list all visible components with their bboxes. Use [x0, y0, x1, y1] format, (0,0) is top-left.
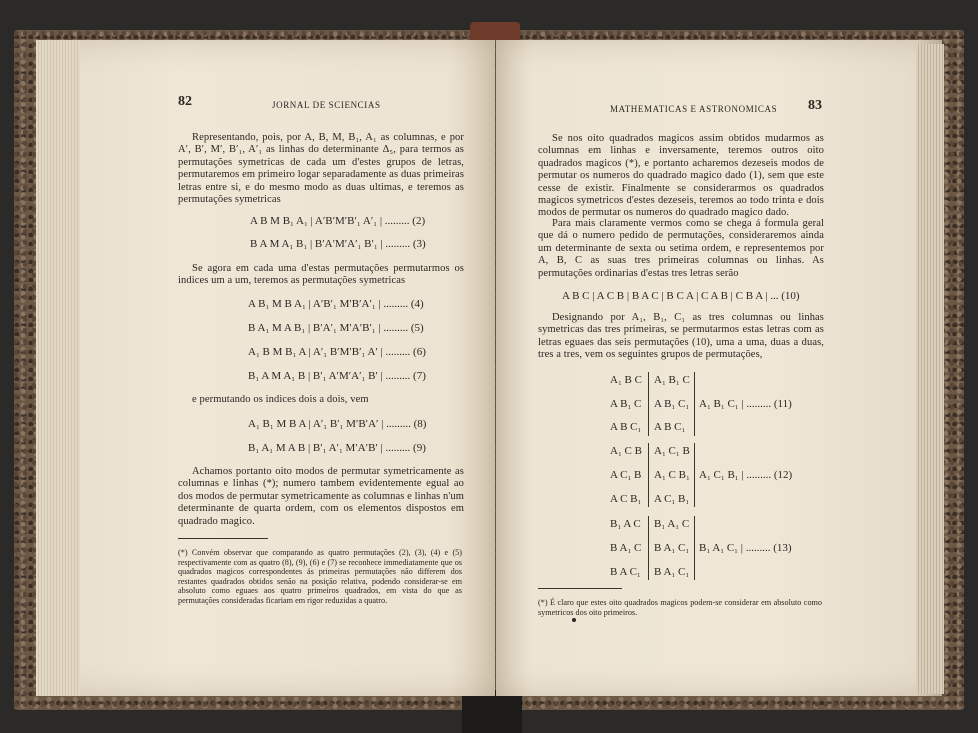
book-spine — [470, 22, 520, 40]
perm-g12-c2-r3: A C₁ B₁ — [654, 493, 690, 505]
ink-dot — [572, 618, 576, 622]
perm-g12-c1-r3: A C B₁ — [610, 493, 642, 505]
group-11-divider-2 — [694, 372, 695, 436]
perm-g13-c1-r3: B A C₁ — [610, 566, 641, 578]
perm-g11-c1-r2: A B₁ C — [610, 398, 642, 410]
right-paragraph-1 — [538, 133, 824, 220]
formula-7: B₁ A M A₁ B | B′₁ A′M′A′₁ B′ | ......... (7) — [248, 370, 426, 382]
formula-6: A₁ B M B₁ A | A′₁ B′M′B′₁ A′ | ......... (6) — [248, 346, 426, 358]
book-spine-shadow — [462, 690, 522, 733]
perm-g12-tail: A₁ C₁ B₁ | ......... (12) — [699, 469, 793, 481]
formula-4: A B₁ M B A₁ | A′B′₁ M′B′A′₁ | ......... (4) — [248, 298, 424, 310]
formula-10: A B C | A C B | B A C | B C A | C A B | C B A | ... (10) — [562, 290, 800, 302]
perm-g11-c1-r1: A₁ B C — [610, 374, 642, 386]
left-paragraph-1 — [178, 132, 464, 206]
footnote-rule — [178, 538, 268, 539]
left-paragraph-4 — [178, 466, 464, 528]
perm-g13-c1-r1: B₁ A C — [610, 518, 641, 530]
formula-9: B₁ A₁ M A B | B′₁ A′₁ M′A′B′ | ......... (9) — [248, 442, 426, 454]
formula-3: B A M A₁ B₁ | B′A′M′A′₁ B′₁ | ......... (3) — [250, 238, 426, 250]
left-footnote: (*) Convém observar que comparando as quatro permutações (2), (3), (4) e (5) respectivamente com as quatro (8), (9), (6) e (7) se reconhece immediatamente que os quadrados magicos correspondentes ás primeiras permutações não differem dos restantes quadrados obtidos senão na posição relativa, podendo considerar-se em absoluto como eguaes aos quatro primeiros quadrados, em vista do que as permutações consideradas ficariam em rigor reduzidas a quatro. — [178, 548, 462, 605]
footnote-rule — [538, 588, 622, 589]
perm-g13-c2-r2: B A₁ C₁ — [654, 542, 690, 554]
paragraph-text: Representando, pois, por A, B, M, B₁, A₁ as columnas, e por A′, B′, M′, B′₁, A′₁ as linhas do determinante Δ₅, para termos as permutações symetricas de cada um d'estes grupos de letras, permutaremos em primeiro logar separadamente as duas primeiras letras entre si, e do mesmo modo as duas ultimas, e teremos as permutações symetricas — [178, 132, 464, 206]
perm-g11-c1-r3: A B C₁ — [610, 421, 642, 433]
formula-8: A₁ B₁ M B A | A′₁ B′₁ M′B′A′ | ......... (8) — [248, 418, 427, 430]
group-12-divider — [648, 443, 649, 507]
paragraph-text: Designando por A₁, B₁, C₁ as tres columnas ou linhas symetricas das tres primeiras, se permutarmos estas letras com as letras eguaes das seis permutações (10), uma a uma, duas a duas, tres a tres, vem os seguintes grupos de permutações, — [538, 312, 824, 361]
group-13-divider — [648, 516, 649, 580]
left-page-edges — [36, 40, 80, 696]
perm-g13-c1-r2: B A₁ C — [610, 542, 642, 554]
perm-g12-c1-r2: A C₁ B — [610, 469, 642, 481]
group-13-divider-2 — [694, 516, 695, 580]
perm-g12-c2-r2: A₁ C B₁ — [654, 469, 690, 481]
perm-g13-c2-r3: B A₁ C₁ — [654, 566, 690, 578]
left-paragraph-2 — [178, 263, 464, 288]
perm-g13-c2-r1: B₁ A₁ C — [654, 518, 690, 530]
right-running-header: MATHEMATICAS E ASTRONOMICAS — [610, 104, 778, 114]
perm-g11-c2-r3: A B C₁ — [654, 421, 686, 433]
right-footnote: (*) É claro que estes oito quadrados magicos podem-se considerar em absoluto como symetricos dos oito primeiros. — [538, 598, 822, 617]
right-paragraph-3 — [538, 312, 824, 362]
paragraph-text: e permutando os indices dois a dois, vem — [192, 394, 369, 405]
left-running-header: JORNAL DE SCIENCIAS — [272, 100, 381, 110]
paragraph-text: Se agora em cada uma d'estas permutações permutarmos os indices um a um, teremos as permutações symetricas — [178, 263, 464, 287]
right-page-edges — [916, 44, 944, 694]
paragraph-text: Se nos oito quadrados magicos assim obtidos mudarmos as columnas em linhas e inversamente, teremos outros oito quadrados magicos (*), e portanto acharemos dezeseis modos de permutar os numeros do quadrado magico dado (1), sem que este cesse de existir. Finalmente se considerarmos os quadrados magicos symetricos d'estes dezeseis, teremos ao todo trinta e dois modos de permutar os numeros do quadrado magico dado. — [538, 133, 824, 219]
perm-g11-c2-r2: A B₁ C₁ — [654, 398, 690, 410]
paragraph-text: Para mais claramente vermos como se chega á formula geral que dá o numero pedido de permutações, consideraremos ainda um determinante de sexta ou setima ordem, e representemos por A, B, C as suas tres primeiras columnas ou linhas. As permutações ordinarias d'estas tres letras serão — [538, 218, 824, 279]
right-page-number: 83 — [808, 98, 822, 113]
perm-g13-tail: B₁ A₁ C₁ | ......... (13) — [699, 542, 792, 554]
group-11-divider — [648, 372, 649, 436]
formula-2: A B M B₁ A₁ | A′B′M′B′₁ A′₁ | ......... (2) — [250, 215, 426, 227]
left-paragraph-3 — [178, 394, 464, 406]
perm-g12-c1-r1: A₁ C B — [610, 445, 642, 457]
right-paragraph-2 — [538, 218, 824, 280]
left-page-number: 82 — [178, 94, 192, 109]
perm-g11-c2-r1: A₁ B₁ C — [654, 374, 690, 386]
group-12-divider-2 — [694, 443, 695, 507]
paragraph-text: Achamos portanto oito modos de permutar symetricamente as columnas e linhas (*); numero tambem evidentemente egual ao dos modos de permutar symetricamente as columnas e linhas n'um determinante de quarta ordem, com os elementos dispostos em quadrado magico. — [178, 466, 464, 527]
perm-g12-c2-r1: A₁ C₁ B — [654, 445, 690, 457]
perm-g11-tail: A₁ B₁ C₁ | ......... (11) — [699, 398, 792, 410]
formula-5: B A₁ M A B₁ | B′A′₁ M′A′B′₁ | ......... (5) — [248, 322, 424, 334]
